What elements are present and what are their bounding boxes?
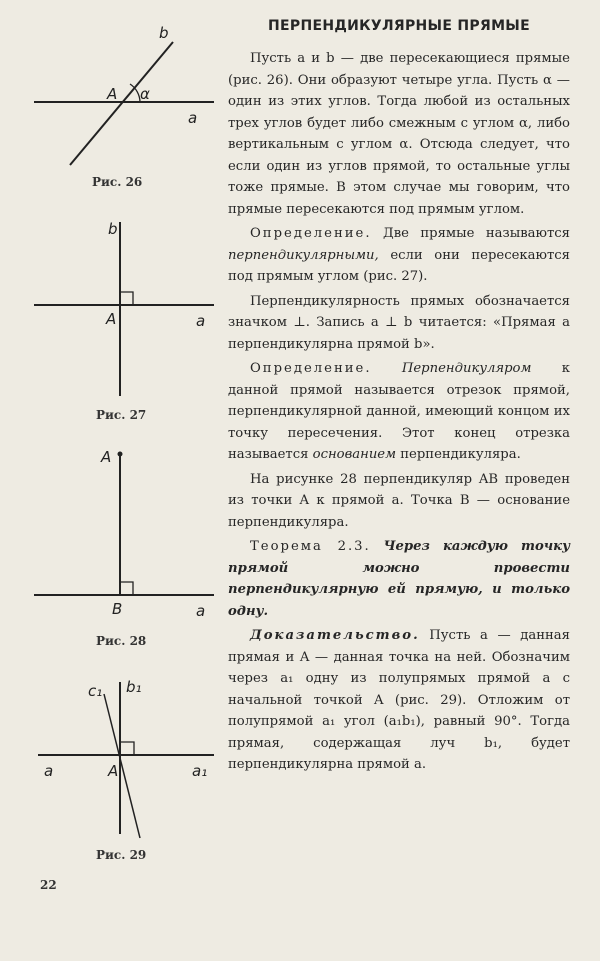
term-base: основанием bbox=[312, 447, 397, 462]
definition-perpendicular-lines: Определение. Две прямые называются перпендикулярными, если они пересекаются под прямым углом (рис. 27). bbox=[228, 226, 570, 284]
label-A: A bbox=[108, 762, 119, 780]
label-b: b bbox=[108, 220, 118, 238]
proof: Доказательство. Пусть a — данная прямая и A — данная точка на ней. Обозначим через a₁ одну из полупрямых прямой a с начальной точкой A (рис. 29). Отложим от полупрямой a₁ угол (a₁b₁), равный 90°. Тогда прямая, содержащая луч b₁, будет перпендикулярна прямой a. bbox=[228, 628, 570, 772]
label-A: A bbox=[107, 85, 118, 103]
point-A bbox=[118, 452, 123, 457]
right-angle-mark bbox=[120, 292, 133, 305]
figure-27-drawing bbox=[28, 210, 218, 400]
right-angle-mark bbox=[120, 582, 133, 595]
label-a: a bbox=[196, 312, 206, 330]
figure-28-drawing bbox=[28, 440, 218, 620]
label-A: A bbox=[101, 448, 112, 466]
caption-fig-29: Рис. 29 bbox=[96, 848, 147, 862]
figure-28 bbox=[28, 440, 218, 620]
theorem-statement: Через каждую точку прямой можно провести перпендикулярную ей прямую, и только одну. bbox=[228, 539, 570, 619]
paragraph-figure-28: На рисунке 28 перпендикуляр AB проведен из точки A к прямой a. Точка B — основание перпендикуляра. bbox=[228, 471, 570, 530]
figure-27 bbox=[28, 210, 218, 400]
definition-label: Определение. bbox=[250, 361, 372, 376]
caption-fig-27: Рис. 27 bbox=[96, 408, 147, 422]
definition-perpendicular-segment: Определение. Перпендикуляром к данной прямой называется отрезок прямой, перпендикулярной данной, имеющий концом их точку пересечения. Этот конец отрезка называется основанием перпендикуляра. bbox=[228, 361, 570, 462]
paragraph-intro: Пусть a и b — две пересекающиеся прямые (рис. 26). Они образуют четыре угла. Пусть α — один из этих углов. Тогда любой из остальных трех углов будет либо смежным с углом α, либо вертикальным с углом α. Отсюда следует, что если один из углов прямой, то остальные углы тоже прямые. В этом случае мы говорим, что прямые пересекаются под прямым углом. bbox=[228, 51, 570, 217]
section-heading: ПЕРПЕНДИКУЛЯРНЫЕ ПРЯМЫЕ bbox=[268, 18, 530, 34]
text-column bbox=[228, 18, 570, 779]
label-alpha: α bbox=[140, 85, 150, 103]
label-a: a bbox=[196, 602, 206, 620]
proof-label: Доказательство. bbox=[250, 628, 420, 643]
caption-fig-28: Рис. 28 bbox=[96, 634, 147, 648]
paragraph-notation: Перпендикулярность прямых обозначается значком ⊥. Запись a ⊥ b читается: «Прямая a перпендикулярна прямой b». bbox=[228, 293, 570, 352]
figure-26 bbox=[28, 20, 218, 170]
definition-label: Определение. bbox=[250, 226, 372, 241]
page-number: 22 bbox=[40, 878, 57, 892]
caption-fig-26: Рис. 26 bbox=[92, 175, 143, 189]
label-B: B bbox=[112, 600, 123, 618]
term-perpendicular: перпендикулярными, bbox=[228, 247, 379, 263]
label-a1: a₁ bbox=[192, 762, 208, 780]
label-b: b bbox=[159, 24, 169, 42]
right-angle-mark bbox=[120, 742, 134, 755]
line-b bbox=[70, 42, 173, 165]
label-b1: b₁ bbox=[126, 678, 142, 696]
theorem-2-3 bbox=[228, 536, 570, 622]
figure-29-drawing bbox=[28, 670, 218, 840]
figure-26-drawing bbox=[28, 20, 218, 170]
label-c1: c₁ bbox=[88, 682, 103, 700]
label-a: a bbox=[44, 762, 54, 780]
theorem-label: Теорема 2.3. bbox=[250, 539, 371, 554]
label-A: A bbox=[106, 310, 117, 328]
figure-29 bbox=[28, 670, 218, 840]
label-a: a bbox=[188, 109, 198, 127]
term-perpendicular-segment: Перпендикуляром bbox=[401, 361, 532, 376]
